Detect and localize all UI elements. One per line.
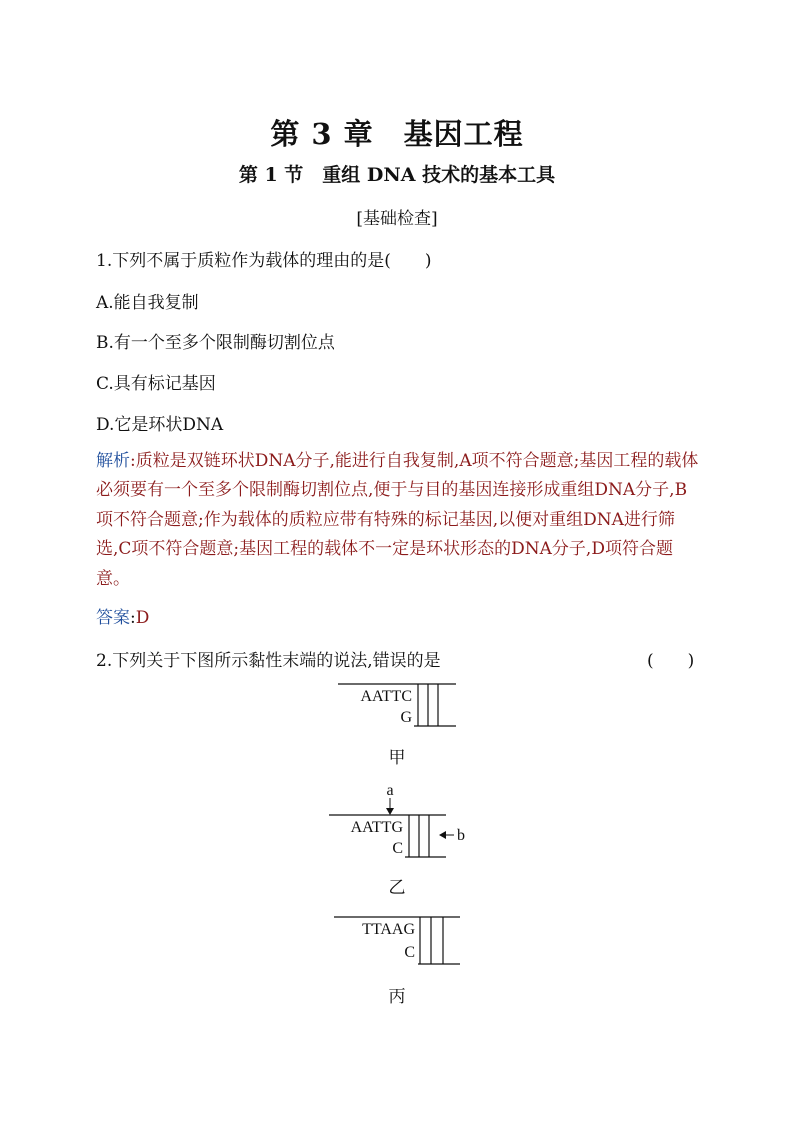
figure-bing — [334, 917, 460, 1007]
bing-caption: 丙 — [388, 987, 406, 1007]
option-a: A.能自我复制 — [96, 293, 199, 313]
analysis-label: 解析 — [96, 451, 130, 471]
yi-top-strand: AATTG — [350, 819, 403, 836]
question-2-paren: ( ) — [647, 651, 695, 671]
jia-bottom-strand: G — [400, 709, 412, 726]
answer-value: D — [135, 608, 150, 628]
yi-caption: 乙 — [388, 878, 406, 898]
subsection-label: [基础检查] — [356, 209, 438, 229]
answer-line: 答案:D — [96, 608, 150, 628]
arrow-b-label: b — [457, 827, 465, 844]
figure-jia — [338, 684, 456, 768]
option-b: B.有一个至多个限制酶切割位点 — [96, 333, 335, 353]
question-1-stem: 1.下列不属于质粒作为载体的理由的是( ) — [96, 251, 432, 271]
answer-label: 答案 — [96, 608, 130, 628]
figure-yi — [329, 782, 465, 898]
arrow-a-label: a — [386, 782, 394, 799]
section-title: 第 1 节 重组 DNA 技术的基本工具 — [238, 164, 556, 186]
option-c: C.具有标记基因 — [96, 374, 216, 394]
bing-top-strand: TTAAG — [362, 921, 415, 938]
jia-top-strand: AATTC — [360, 688, 412, 705]
analysis-text: :质粒是双链环状DNA分子,能进行自我复制,A项不符合题意;基因工程的载体必须要有一个至多个限制酶切割位点,便于与目的基因连接形成重组DNA分子,B项不符合题意;作为载体的质粒应带有特殊的标记基因,以便对重组DNA进行筛选,C项不符合题意;基因工程的载体不一定是环状形态的DNA分子,D项符合题意。 — [96, 451, 699, 589]
arrow-a-head-icon — [386, 808, 394, 815]
yi-bottom-strand: C — [392, 840, 403, 857]
question-2-stem: 2.下列关于下图所示黏性末端的说法,错误的是 — [96, 651, 441, 671]
chapter-title: 第 3 章 基因工程 — [270, 117, 524, 151]
jia-caption: 甲 — [388, 748, 406, 768]
bing-bottom-strand: C — [404, 944, 415, 961]
arrow-b-head-icon — [439, 831, 446, 839]
option-d: D.它是环状DNA — [96, 415, 224, 435]
